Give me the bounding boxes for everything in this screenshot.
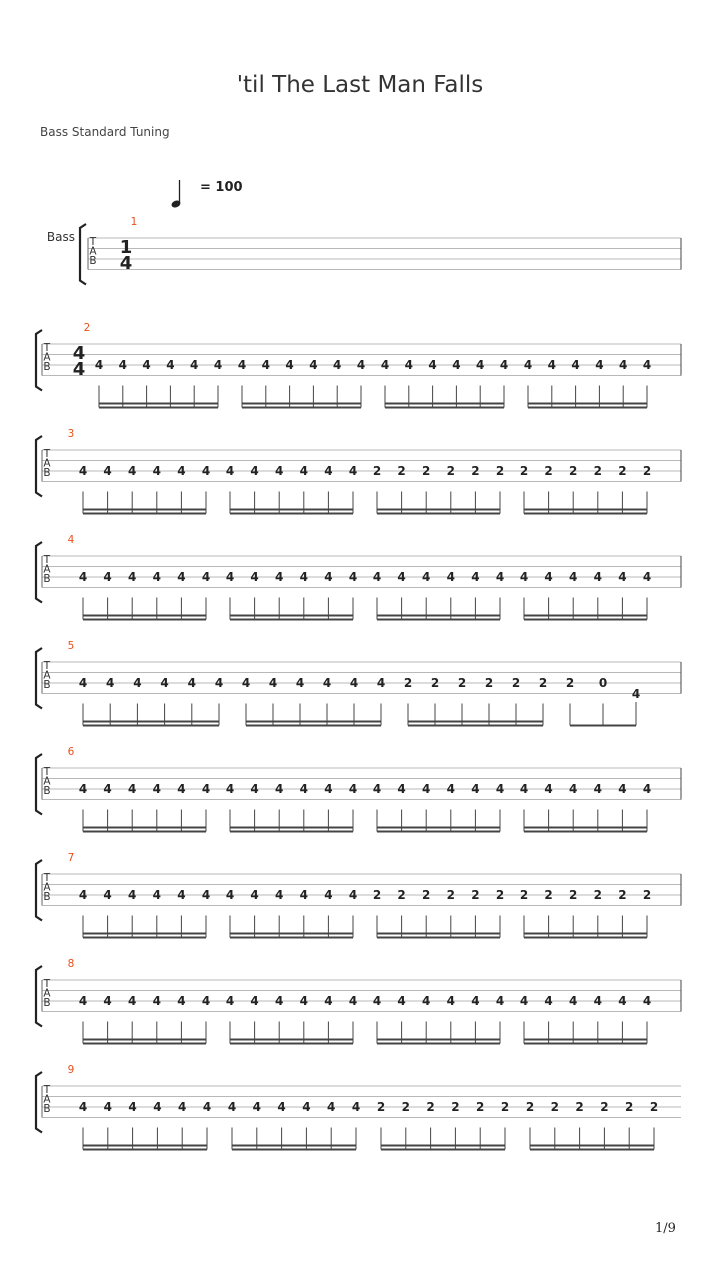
fret-number: 2 [519, 888, 529, 902]
fret-number: 4 [103, 464, 112, 478]
system-bracket [80, 224, 86, 285]
fret-number: 4 [569, 994, 578, 1008]
fret-number: 4 [642, 994, 652, 1008]
fret-number: 4 [152, 782, 161, 796]
fret-number: 2 [446, 464, 455, 478]
tab-clef-letter-t: T [43, 978, 51, 990]
tab-clef-letter-a: A [43, 457, 51, 470]
fret-number: 2 [471, 888, 480, 902]
measure-number: 6 [67, 746, 75, 758]
fret-number: 2 [397, 464, 406, 478]
fret-number: 4 [569, 782, 578, 796]
fret-number: 4 [261, 358, 270, 372]
fret-number: 4 [495, 994, 505, 1008]
fret-number: 4 [422, 782, 431, 796]
fret-number: 4 [495, 782, 505, 796]
fret-number: 4 [225, 782, 235, 796]
system-bracket [36, 754, 42, 815]
tab-clef-letter-b: B [43, 467, 51, 479]
fret-number: 4 [618, 994, 627, 1008]
fret-number: 4 [547, 358, 556, 372]
fret-number: 4 [201, 570, 211, 584]
fret-number: 4 [213, 358, 223, 372]
track-name: Bass [46, 230, 75, 244]
fret-number: 4 [593, 782, 602, 796]
fret-number: 4 [201, 994, 211, 1008]
fret-number: 2 [500, 1100, 510, 1114]
fret-number: 4 [152, 888, 161, 902]
tab-clef-letter-t: T [43, 872, 51, 884]
fret-number: 4 [299, 570, 308, 584]
fret-number: 4 [103, 888, 112, 902]
tab-clef-letter-a: A [43, 987, 51, 1000]
tab-clef-letter-t: T [89, 236, 97, 248]
fret-number: 4 [380, 358, 390, 372]
fret-number: 4 [422, 994, 431, 1008]
measure-number: 5 [67, 640, 75, 652]
fret-number: 4 [324, 994, 333, 1008]
fret-number: 4 [642, 358, 652, 372]
tab-clef-letter-a: A [43, 563, 51, 576]
fret-number: 4 [118, 358, 127, 372]
fret-number: 4 [252, 1100, 261, 1114]
fret-number: 4 [103, 570, 112, 584]
fret-number: 4 [595, 358, 604, 372]
fret-number: 4 [153, 1100, 162, 1114]
fret-number: 4 [103, 782, 112, 796]
tab-clef-letter-t: T [43, 342, 51, 354]
tab-clef-letter-b: B [43, 573, 51, 585]
fret-number: 4 [544, 570, 553, 584]
tab-clef-letter-t: T [43, 1084, 51, 1096]
fret-number: 4 [348, 994, 358, 1008]
fret-number: 4 [275, 570, 284, 584]
fret-number: 4 [452, 358, 461, 372]
fret-number: 4 [348, 888, 358, 902]
song-title: 'til The Last Man Falls [236, 72, 484, 98]
fret-number: 4 [593, 994, 602, 1008]
fret-number: 2 [649, 1100, 659, 1114]
fret-number: 2 [625, 1100, 634, 1114]
fret-number: 4 [372, 994, 382, 1008]
tab-clef-letter-b: B [43, 785, 51, 797]
tab-clef-letter-b: B [43, 679, 51, 691]
fret-number: 4 [299, 994, 308, 1008]
fret-number: 4 [618, 782, 627, 796]
fret-number: 2 [544, 464, 553, 478]
fret-number: 4 [128, 888, 137, 902]
fret-number: 2 [642, 464, 652, 478]
tab-clef-letter-b: B [43, 997, 51, 1009]
system-bracket [36, 648, 42, 709]
tab-clef-letter-a: A [43, 775, 51, 788]
fret-number: 4 [103, 1100, 112, 1114]
fret-number: 4 [190, 358, 199, 372]
tab-clef-letter-b: B [89, 255, 97, 267]
fret-number: 2 [372, 464, 382, 478]
fret-number: 4 [201, 464, 211, 478]
fret-number: 4 [446, 782, 455, 796]
fret-number: 4 [642, 570, 652, 584]
fret-number: 2 [422, 888, 431, 902]
fret-number: 4 [128, 782, 137, 796]
fret-number: 4 [250, 994, 259, 1008]
fret-number: 4 [446, 570, 455, 584]
fret-number: 4 [397, 994, 406, 1008]
fret-number: 4 [275, 782, 284, 796]
fret-number: 4 [128, 1100, 137, 1114]
fret-number: 4 [519, 782, 529, 796]
fret-number: 2 [575, 1100, 584, 1114]
fret-number: 4 [302, 1100, 311, 1114]
time-signature-bottom: 4 [72, 359, 86, 380]
fret-number: 2 [401, 1100, 410, 1114]
fret-number: 2 [422, 464, 431, 478]
fret-number: 4 [471, 994, 480, 1008]
measure-number: 2 [83, 322, 91, 334]
measure-number: 9 [67, 1064, 75, 1076]
fret-number: 4 [428, 358, 437, 372]
system-bracket [36, 542, 42, 603]
fret-number: 2 [642, 888, 652, 902]
time-signature-top: 1 [119, 237, 133, 258]
fret-number: 4 [250, 570, 259, 584]
fret-number: 4 [471, 570, 480, 584]
fret-number: 4 [177, 464, 186, 478]
fret-number: 4 [631, 687, 641, 701]
measure-number: 3 [67, 428, 75, 440]
fret-number: 4 [569, 570, 578, 584]
fret-number: 4 [618, 570, 627, 584]
fret-number: 4 [187, 676, 196, 690]
fret-number: 4 [642, 782, 652, 796]
fret-number: 2 [397, 888, 406, 902]
system-bracket [36, 436, 42, 497]
fret-number: 4 [201, 782, 211, 796]
tab-clef-letter-a: A [43, 1093, 51, 1106]
fret-number: 2 [495, 888, 505, 902]
fret-number: 4 [499, 358, 509, 372]
fret-number: 4 [285, 358, 294, 372]
fret-number: 4 [277, 1100, 286, 1114]
fret-number: 4 [152, 570, 161, 584]
tab-clef-letter-a: A [89, 245, 97, 258]
fret-number: 4 [177, 570, 186, 584]
fret-number: 2 [451, 1100, 460, 1114]
fret-number: 0 [598, 676, 608, 690]
fret-number: 2 [550, 1100, 559, 1114]
fret-number: 4 [523, 358, 533, 372]
fret-number: 4 [324, 464, 333, 478]
fret-number: 4 [227, 1100, 237, 1114]
fret-number: 2 [476, 1100, 485, 1114]
fret-number: 2 [618, 888, 627, 902]
fret-number: 4 [237, 358, 247, 372]
fret-number: 4 [544, 994, 553, 1008]
fret-number: 4 [351, 1100, 361, 1114]
fret-number: 4 [376, 676, 386, 690]
tuning-label: Bass Standard Tuning [40, 125, 170, 139]
fret-number: 4 [397, 782, 406, 796]
fret-number: 4 [519, 994, 529, 1008]
fret-number: 4 [299, 782, 308, 796]
fret-number: 4 [225, 888, 235, 902]
fret-number: 4 [519, 570, 529, 584]
system-bracket [36, 330, 42, 391]
fret-number: 4 [128, 570, 137, 584]
fret-number: 2 [403, 676, 413, 690]
tab-clef-letter-b: B [43, 1103, 51, 1115]
fret-number: 2 [457, 676, 467, 690]
fret-number: 4 [166, 358, 175, 372]
fret-number: 4 [214, 676, 224, 690]
fret-number: 4 [422, 570, 431, 584]
fret-number: 4 [103, 994, 112, 1008]
tab-clef-letter-b: B [43, 361, 51, 373]
fret-number: 4 [372, 570, 382, 584]
fret-number: 4 [106, 676, 115, 690]
measure-number: 8 [67, 958, 75, 970]
fret-number: 4 [142, 358, 151, 372]
tab-clef-letter-t: T [43, 448, 51, 460]
fret-number: 4 [299, 464, 308, 478]
tab-clef-letter-a: A [43, 351, 51, 364]
fret-number: 4 [348, 464, 358, 478]
fret-number: 2 [426, 1100, 435, 1114]
fret-number: 4 [349, 676, 359, 690]
fret-number: 4 [128, 464, 137, 478]
tab-clef-letter-t: T [43, 554, 51, 566]
fret-number: 4 [78, 464, 88, 478]
fret-number: 4 [275, 994, 284, 1008]
fret-number: 4 [225, 464, 235, 478]
system-bracket [36, 860, 42, 921]
fret-number: 4 [225, 994, 235, 1008]
fret-number: 2 [544, 888, 553, 902]
fret-number: 4 [241, 676, 251, 690]
fret-number: 2 [538, 676, 548, 690]
tab-clef-letter-b: B [43, 891, 51, 903]
fret-number: 2 [430, 676, 440, 690]
tab-clef-letter-a: A [43, 881, 51, 894]
fret-number: 4 [476, 358, 485, 372]
fret-number: 4 [322, 676, 332, 690]
fret-number: 2 [565, 676, 575, 690]
fret-number: 4 [356, 358, 366, 372]
fret-number: 4 [397, 570, 406, 584]
fret-number: 2 [569, 464, 578, 478]
fret-number: 4 [327, 1100, 336, 1114]
fret-number: 4 [324, 782, 333, 796]
system-bracket [36, 1072, 42, 1133]
fret-number: 4 [299, 888, 308, 902]
fret-number: 4 [78, 676, 88, 690]
fret-number: 4 [94, 358, 104, 372]
time-signature-top: 4 [72, 343, 86, 364]
fret-number: 4 [348, 782, 358, 796]
fret-number: 4 [177, 782, 186, 796]
fret-number: 4 [178, 1100, 187, 1114]
fret-number: 4 [152, 464, 161, 478]
fret-number: 4 [268, 676, 278, 690]
fret-number: 4 [372, 782, 382, 796]
fret-number: 4 [333, 358, 342, 372]
fret-number: 2 [569, 888, 578, 902]
fret-number: 4 [471, 782, 480, 796]
fret-number: 4 [446, 994, 455, 1008]
fret-number: 2 [484, 676, 494, 690]
fret-number: 4 [348, 570, 358, 584]
measure-number: 1 [130, 216, 138, 228]
fret-number: 4 [160, 676, 169, 690]
page-number: 1/9 [655, 1221, 676, 1236]
fret-number: 4 [78, 570, 88, 584]
fret-number: 4 [404, 358, 413, 372]
fret-number: 2 [376, 1100, 386, 1114]
fret-number: 4 [250, 888, 259, 902]
fret-number: 2 [593, 464, 602, 478]
measure-number: 7 [67, 852, 75, 864]
fret-number: 2 [618, 464, 627, 478]
fret-number: 4 [78, 1100, 88, 1114]
fret-number: 2 [446, 888, 455, 902]
fret-number: 4 [78, 994, 88, 1008]
fret-number: 4 [309, 358, 318, 372]
fret-number: 2 [600, 1100, 609, 1114]
fret-number: 4 [495, 570, 505, 584]
fret-number: 4 [295, 676, 305, 690]
fret-number: 4 [250, 464, 259, 478]
fret-number: 2 [511, 676, 521, 690]
fret-number: 4 [275, 464, 284, 478]
fret-number: 2 [495, 464, 505, 478]
fret-number: 4 [128, 994, 137, 1008]
fret-number: 4 [225, 570, 235, 584]
fret-number: 2 [372, 888, 382, 902]
fret-number: 4 [250, 782, 259, 796]
fret-number: 4 [202, 1100, 212, 1114]
fret-number: 2 [471, 464, 480, 478]
fret-number: 4 [177, 994, 186, 1008]
fret-number: 4 [177, 888, 186, 902]
fret-number: 4 [324, 888, 333, 902]
fret-number: 4 [201, 888, 211, 902]
fret-number: 4 [275, 888, 284, 902]
tab-clef-letter-t: T [43, 766, 51, 778]
fret-number: 4 [619, 358, 628, 372]
fret-number: 4 [544, 782, 553, 796]
fret-number: 4 [324, 570, 333, 584]
fret-number: 4 [593, 570, 602, 584]
fret-number: 4 [78, 782, 88, 796]
fret-number: 4 [152, 994, 161, 1008]
fret-number: 4 [133, 676, 142, 690]
fret-number: 2 [519, 464, 529, 478]
measure-number: 4 [67, 534, 75, 546]
tempo-value: = 100 [200, 180, 243, 195]
fret-number: 2 [525, 1100, 535, 1114]
tab-clef-letter-t: T [43, 660, 51, 672]
time-signature-bottom: 4 [119, 253, 133, 274]
tab-clef-letter-a: A [43, 669, 51, 682]
system-bracket [36, 966, 42, 1027]
fret-number: 4 [571, 358, 580, 372]
fret-number: 4 [78, 888, 88, 902]
fret-number: 2 [593, 888, 602, 902]
